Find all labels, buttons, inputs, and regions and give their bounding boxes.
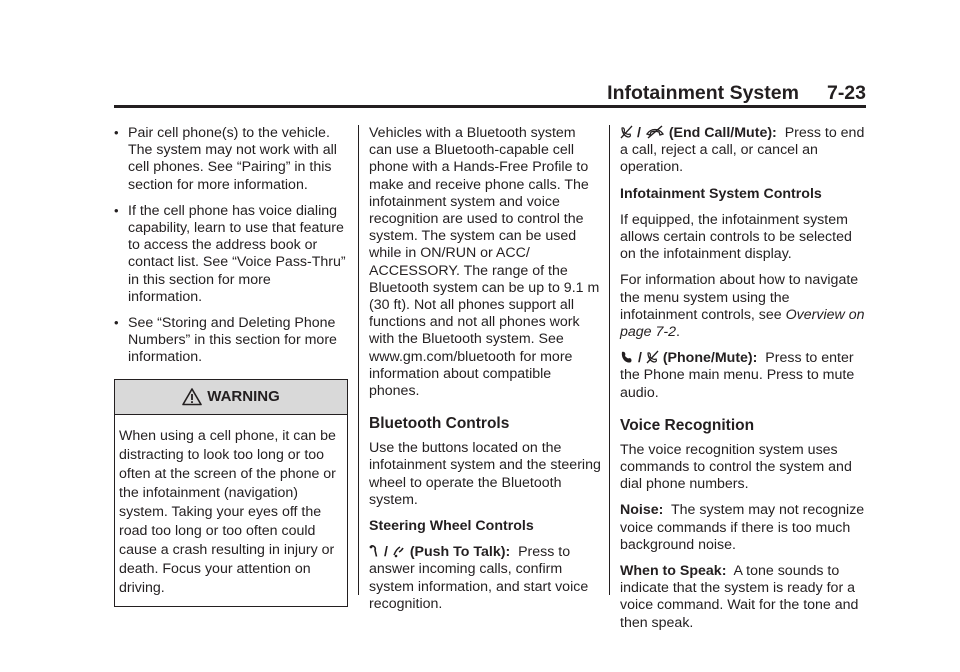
- page-number: 7-23: [826, 82, 866, 104]
- header-rule: [114, 105, 866, 108]
- column-1: [114, 125, 348, 607]
- phone-icon: [620, 350, 634, 364]
- controls-text: Use the buttons located on the infotainment system and the steering wheel to operate the Bluetooth system.: [369, 440, 601, 508]
- list-item: • See “Storing and Deleting Phone Numbers” in this section for more information.: [114, 315, 337, 366]
- phone-paragraph: / (Phone/Mute): Press to enter the Phone main menu. Press to mute audio.: [620, 350, 855, 401]
- column-divider: [358, 125, 359, 595]
- warning-header: [115, 380, 347, 415]
- list-item: • If the cell phone has voice dialing capability, learn to use that feature to access the address book or contact list. See “Voice Pass-Thru” in this section for more information.: [114, 202, 346, 305]
- phone-mute-icon: [620, 125, 633, 139]
- overview-link[interactable]: Overview on page 7-2: [620, 306, 865, 341]
- end-call-paragraph: / (End Call/Mute): Press to end a call, reject a call, or cancel an operation.: [620, 125, 865, 176]
- warning-icon: [182, 388, 202, 406]
- speak-paragraph: When to Speak: A tone sounds to indicate that the system is ready for a voice command. Wait for the tone and then speak.: [620, 563, 859, 631]
- warning-text: When using a cell phone, it can be distracting to look too long or too often at the screen of the phone or the infotainment (navigation) system. Taking your eyes off the road too long or too often could cause a crash resulting in injury or death. Focus your attention on driving.: [119, 427, 336, 596]
- column-3: [620, 125, 866, 641]
- ptt-paragraph: / (Push To Talk): Press to answer incoming calls, confirm system information, and start voice recognition.: [369, 544, 589, 612]
- section-title: Infotainment System: [607, 82, 799, 104]
- section-heading: Voice Recognition: [620, 416, 755, 434]
- warning-title: WARNING: [207, 388, 280, 406]
- subheading: Steering Wheel Controls: [369, 518, 534, 535]
- phone-mute-icon: [646, 350, 659, 364]
- list-item: • Pair cell phone(s) to the vehicle. The system may not work with all cell phones. See “Pairing” in this section for more information.: [114, 125, 337, 193]
- column-2: [369, 125, 601, 622]
- push-to-talk-icon: [369, 544, 380, 558]
- bluetooth-intro: Vehicles with a Bluetooth system can use a Bluetooth-capable cell phone with a Hands-Free Profile to make and receive phone calls. The infotainment system and voice recognition are used to control the system. The system can be used while in ON/RUN or ACC/ ACCESSORY. The range of the Bluetooth system can be up to 9.1 m (30 ft). Not all phones support all functions and not all phones work with the Bluetooth system. See www.gm.com/bluetooth for more information about compatible phones.: [369, 125, 600, 400]
- page-header: [114, 80, 866, 106]
- voice-recognition-icon: [392, 544, 406, 558]
- warning-box: [114, 379, 348, 607]
- equipped-text: If equipped, the infotainment system allows certain controls to be selected on the infotainment display.: [620, 211, 852, 263]
- section-heading: Bluetooth Controls: [369, 415, 510, 433]
- voice-recognition-text: The voice recognition system uses commands to control the system and dial phone numbers.: [620, 441, 852, 493]
- info-paragraph: For information about how to navigate the menu system using the infotainment controls, see Overview on page 7-2.: [620, 272, 865, 341]
- end-call-icon: [645, 125, 665, 139]
- column-divider: [609, 125, 610, 595]
- subheading: Infotainment System Controls: [620, 185, 822, 202]
- noise-paragraph: Noise: The system may not recognize voice commands if there is too much background noise.: [620, 502, 865, 553]
